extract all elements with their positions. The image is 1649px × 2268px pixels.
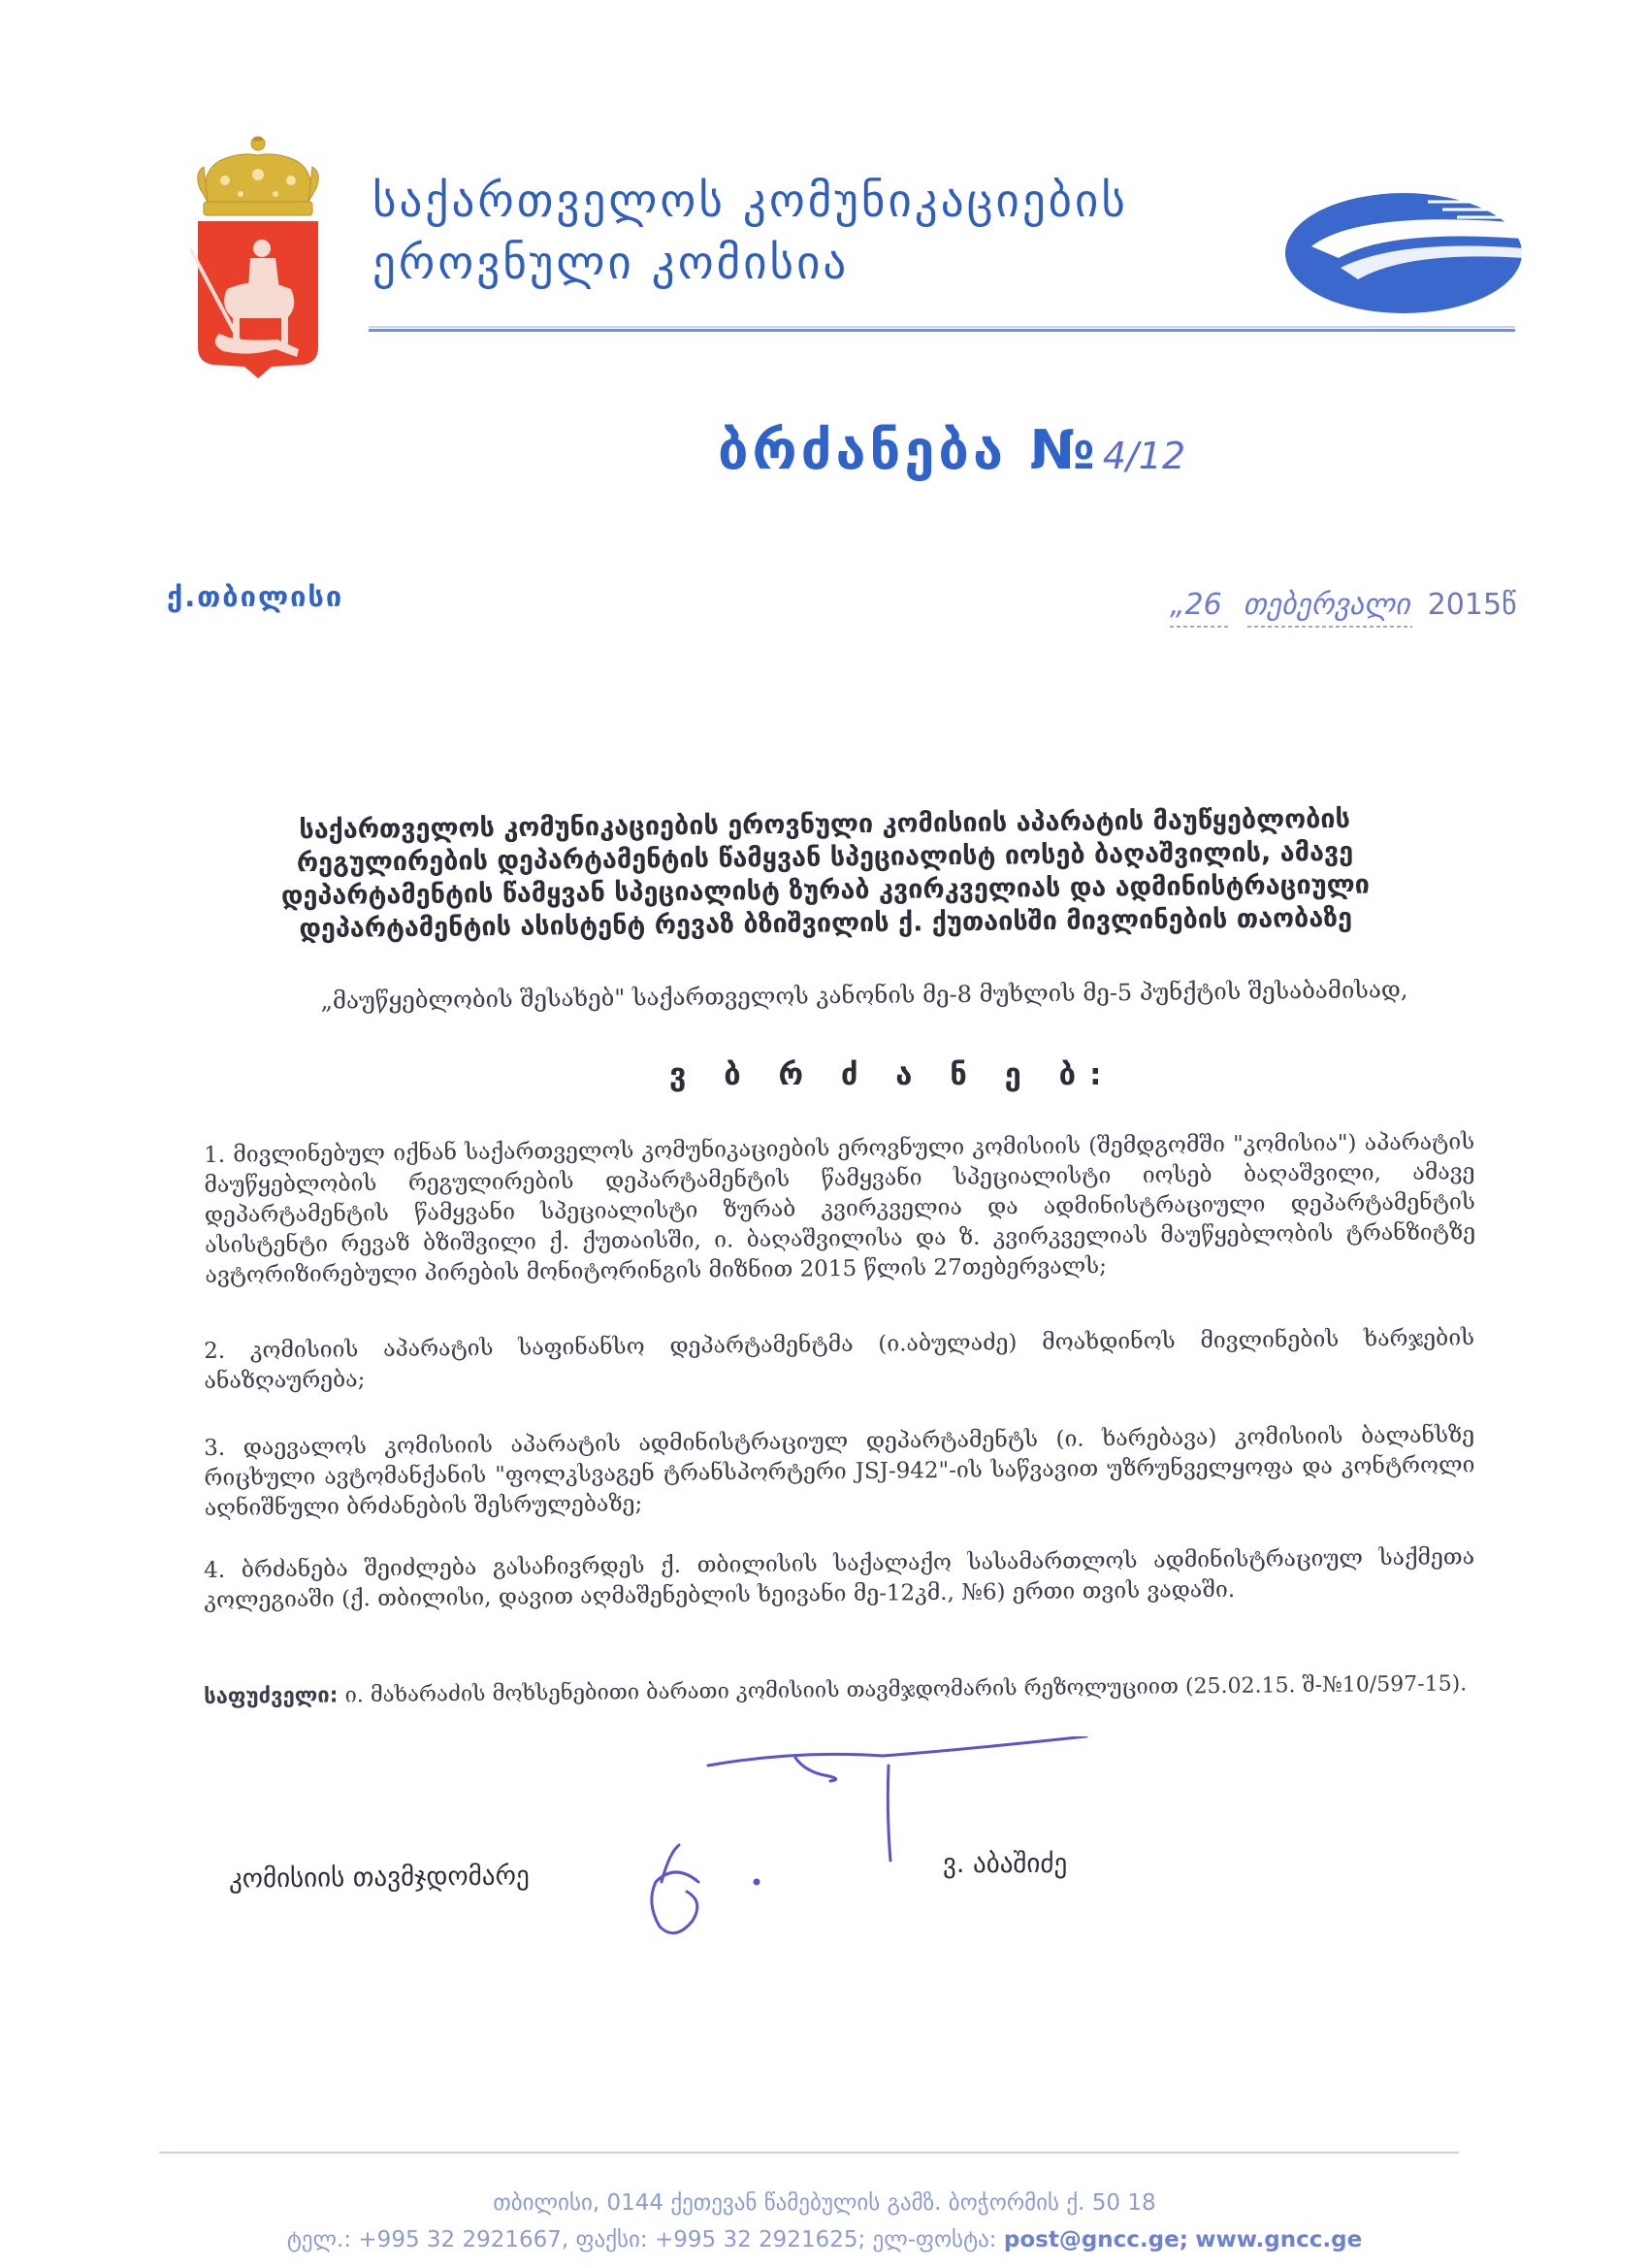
coat-of-arms-emblem [190,134,326,378]
order-subject: საქართველოს კომუნიკაციების ეროვნული კომისიის აპარატის მაუწყებლობის რეგულირების დეპარტამენტის წამყვან სპეციალისტ იოსებ ბაღაშვილის, ამავე დეპარტამენტის წამყვან სპეციალისტ ზურაბ კვირკველიას და ადმინისტრაციული დეპარტამენტის ასისტენტ რევაზ ბზიშვილის ქ. ქუთაისში მივლინების თაობაზე [280,803,1370,945]
date-day: „26 [1170,588,1222,622]
signer-name: ვ. აბაშიძე [943,1849,1068,1879]
document-title [718,419,1185,482]
footer-divider [159,2152,1459,2154]
document-date [1170,588,1517,622]
order-item-3: 3. დაევალოს კომისიის აპარატის ადმინისტრაციულ დეპარტამენტს (ი. ხარებავა) კომისიის ბალანსზე რიცხული ავტომანქანის "ფოლკსვაგენ ტრანსპორტერი JSJ-942"-ის საწვავით უზრუნველყოფა და კონტროლი აღნიშნული ბრძანების შესრულებაზე; [204,1422,1475,1521]
handwritten-signature [640,1736,1096,1950]
order-verb: ვ ბ რ ძ ა ნ ე ბ: [669,1057,1116,1092]
basis-note-label: საფუძველი: [204,1683,339,1709]
order-item-1: 1. მივლინებულ იქნან საქართველოს კომუნიკაციების ეროვნული კომისიის (შემდგომში "კომისია") აპარატის მაუწყებლობის რეგულირების დეპარტამენტის წამყვანი სპეციალისტი იოსებ ბაღაშვილი, ამავე დეპარტამენტის წამყვანი სპეციალისტი ზურაბ კვირკველია და ადმინისტრაციული დეპარტამენტის ასისტენტი რევაზ ბზიშვილი ქ. ქუთაისში, ი. ბაღაშვილისა და ზ. კვირკველიას მაუწყებლობის ტრანზიტზე ავტორიზირებული პირების მონიტორინგის მიზნით 2015 წლის 27თებერვალს; [204,1129,1476,1288]
date-year: 2015წ [1427,588,1517,622]
footer-website-link[interactable]: www.gncc.ge [1195,2227,1363,2252]
org-name-line-2: ეროვნული კომისია [372,237,850,290]
order-number: 4/12 [1102,435,1186,477]
city-label: ქ.თბილისი [167,580,344,613]
date-underline [1170,625,1412,629]
header-divider [369,326,1515,332]
footer-address: თბილისი, 0144 ქეთევან წამებულის გამზ. ბოჭორმის ქ. 50 18 [493,2190,1156,2216]
footer-email-link[interactable]: post@gncc.ge; [1003,2227,1188,2252]
signer-title: კომისიის თავმჯდომარე [228,1861,530,1895]
footer-contacts [0,2227,1649,2252]
order-item-2: 2. კომისიის აპარატის საფინანსო დეპარტამენტმა (ი.აბულაძე) მოახდინოს მივლინების ხარჯების ანაზღაურება; [204,1325,1475,1394]
order-title: ბრძანება № [718,419,1099,482]
footer-phone: ტელ.: +995 32 2921667, [286,2227,569,2252]
basis-note [204,1669,1474,1712]
org-name-line-1: საქართველოს კომუნიკაციების [372,175,1128,228]
gncc-logo [1282,190,1525,316]
legal-basis-line: „მაუწყებლობის შესახებ" საქართველოს კანონის მე-8 მუხლის მე-5 პუნქტის შესაბამისად, [320,976,1408,1015]
footer-fax: ფაქსი: +995 32 2921625; [575,2227,866,2252]
order-item-4: 4. ბრძანება შეიძლება გასაჩივრდეს ქ. თბილისის საქალაქო სასამართლოს ადმინისტრაციულ საქმეთა კოლეგიაში (ქ. თბილისი, დავით აღმაშენებლის ხეივანი მე-12კმ., №6) ერთი თვის ვადაში. [204,1544,1475,1613]
basis-note-text: ი. მახარაძის მოხსენებითი ბარათი კომისიის თავმჯდომარის რეზოლუციით (25.02.15. შ-№10/597-15). [344,1671,1468,1708]
date-month: თებერვალი [1243,588,1410,622]
footer-email-label: ელ-ფოსტა: [872,2227,997,2252]
